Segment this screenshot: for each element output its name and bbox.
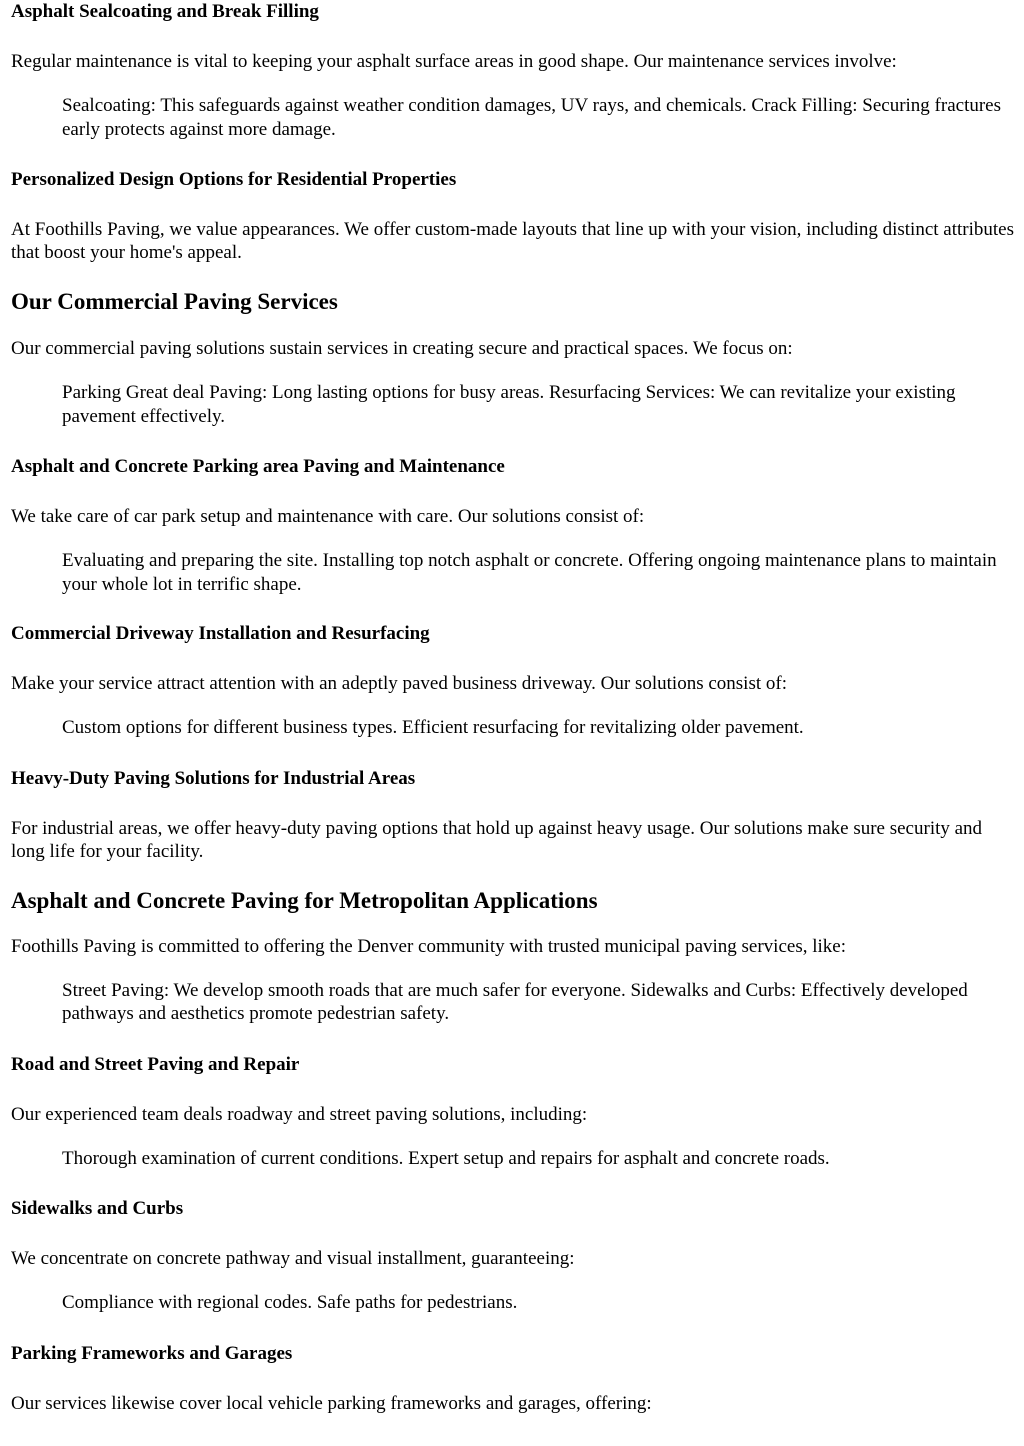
blockquote: Thorough examination of current conditions. Expert setup and repairs for asphalt and concrete roads. [62,1147,830,1169]
section-heading: Commercial Driveway Installation and Resurfacing [11,623,430,644]
blockquote: Sealcoating: This safeguards against weather condition damages, UV rays, and chemicals. Crack Filling: Securing fractures early protects against more damage. [62,95,1001,140]
blockquote: Custom options for different business types. Efficient resurfacing for revitalizing older pavement. [62,717,804,738]
blockquote: Evaluating and preparing the site. Installing top notch asphalt or concrete. Offering ongoing maintenance plans to maintain your whole lot in terrific shape. [62,550,997,595]
paragraph: We concentrate on concrete pathway and visual installment, guaranteeing: [11,1248,575,1269]
paragraph: At Foothills Paving, we value appearances. We offer custom-made layouts that line up with your vision, including distinct attributes that boost your home's appeal. [11,219,1014,263]
paragraph: Our services likewise cover local vehicle parking frameworks and garages, offering: [11,1392,652,1414]
paragraph: Our commercial paving solutions sustain services in creating secure and practical spaces. We focus on: [11,338,793,359]
section-heading: Sidewalks and Curbs [11,1198,184,1219]
paragraph: Foothills Paving is committed to offering the Denver community with trusted municipal paving services, like: [11,935,846,957]
paragraph: Our experienced team deals roadway and street paving solutions, including: [11,1103,588,1125]
blockquote: Street Paving: We develop smooth roads that are much safer for everyone. Sidewalks and Curbs: Effectively developed pathways and aesthetics promote pedestrian safety. [62,979,968,1024]
section-heading: Heavy-Duty Paving Solutions for Industrial Areas [11,767,416,789]
paragraph: For industrial areas, we offer heavy-duty paving options that hold up against heavy usage. Our solutions make sure security and long life for your facility. [11,817,983,862]
section-heading: Road and Street Paving and Repair [11,1053,300,1075]
paragraph: We take care of car park setup and maintenance with care. Our solutions consist of: [11,506,645,527]
section-heading: Asphalt and Concrete Parking area Paving and Maintenance [11,456,505,477]
paragraph: Make your service attract attention with an adeptly paved business driveway. Our solutions consist of: [11,673,787,694]
section-heading: Parking Frameworks and Garages [11,1342,293,1364]
paragraph: Regular maintenance is vital to keeping your asphalt surface areas in good shape. Our maintenance services involve: [11,51,897,72]
section-heading: Asphalt Sealcoating and Break Filling [11,1,319,22]
page-heading: Asphalt and Concrete Paving for Metropolitan Applications [11,887,598,913]
page-heading: Our Commercial Paving Services [11,289,338,314]
section-heading: Personalized Design Options for Residential Properties [11,169,457,190]
blockquote: Compliance with regional codes. Safe paths for pedestrians. [62,1292,518,1313]
blockquote: Parking Great deal Paving: Long lasting options for busy areas. Resurfacing Services: We can revitalize your existing pavement effectively. [62,382,956,427]
